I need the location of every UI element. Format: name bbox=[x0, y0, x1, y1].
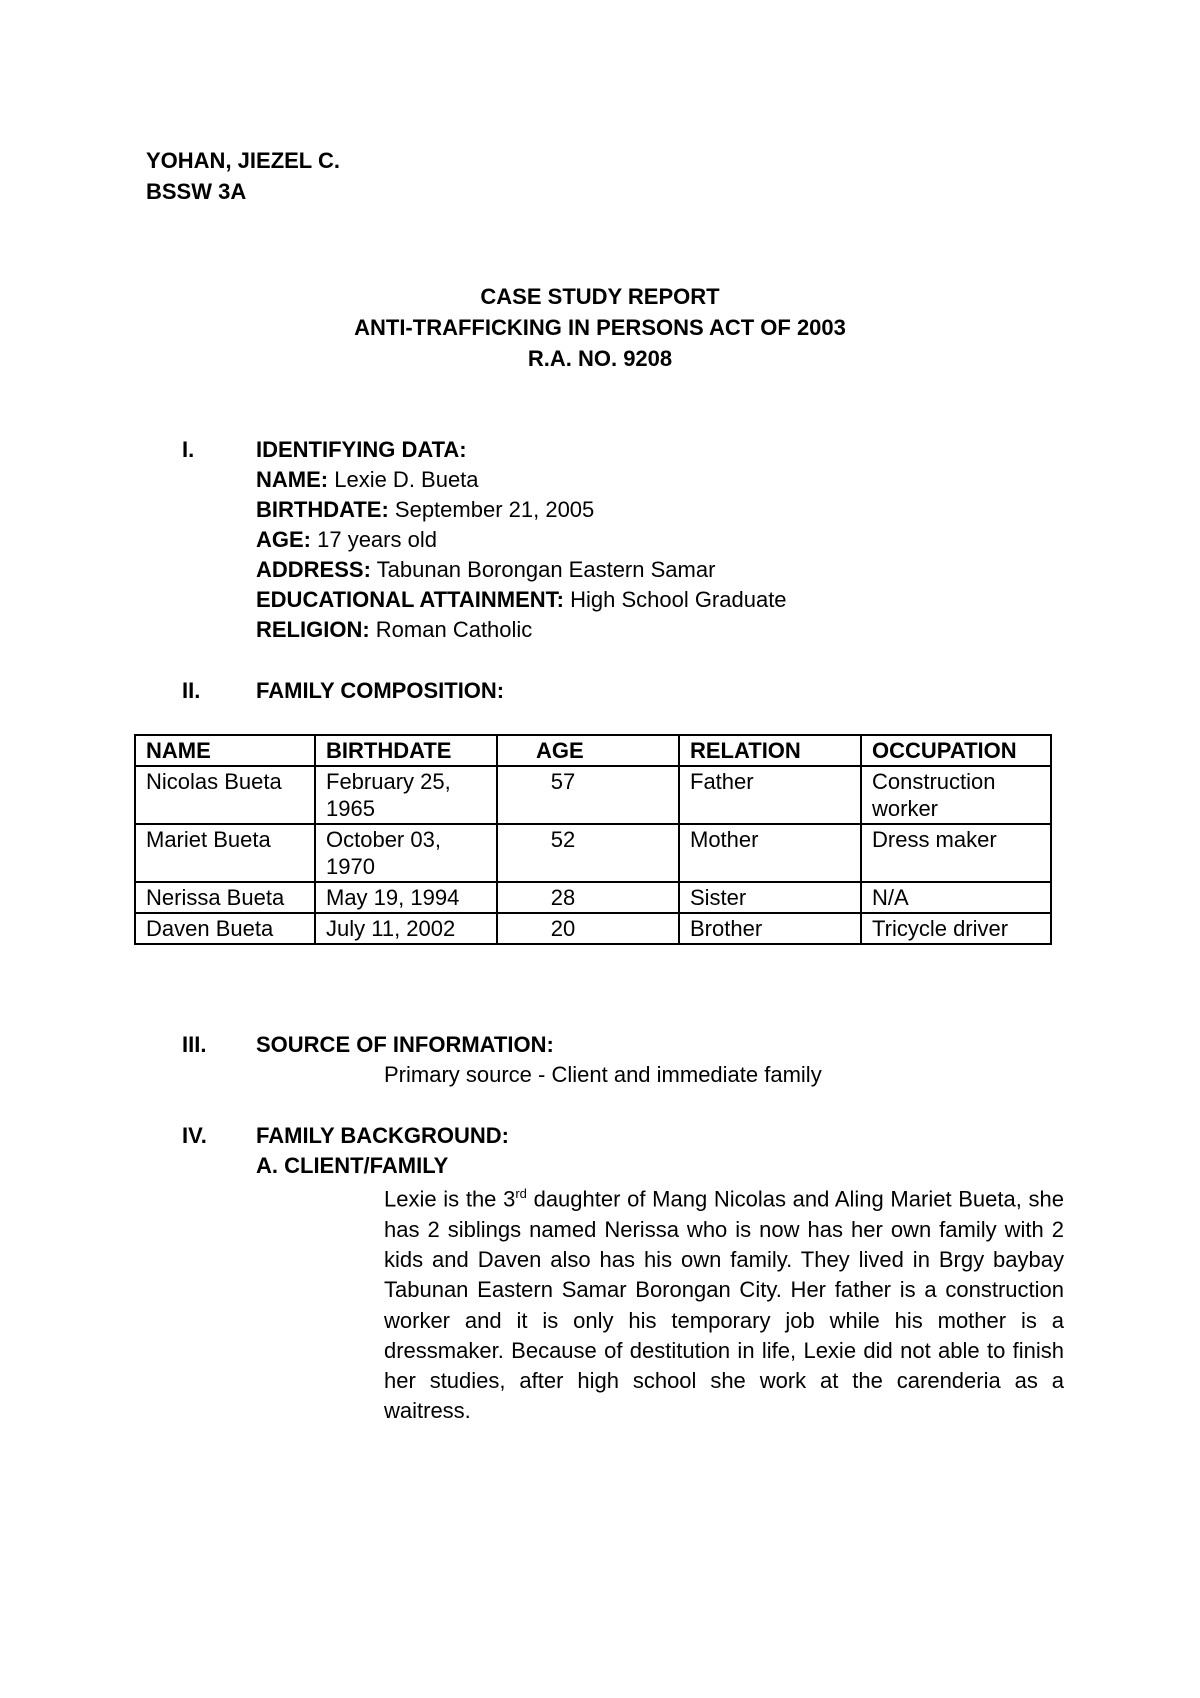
section-heading: FAMILY BACKGROUND: bbox=[256, 1123, 510, 1148]
table-row bbox=[135, 766, 1051, 824]
section-heading: IDENTIFYING DATA: bbox=[256, 437, 467, 462]
column-header: AGE bbox=[497, 735, 679, 766]
table-row bbox=[135, 882, 1051, 913]
table-cell: Father bbox=[679, 766, 861, 824]
identifying-field bbox=[256, 527, 437, 553]
family-background-paragraph bbox=[384, 1179, 1064, 1427]
field-value: High School Graduate bbox=[563, 587, 787, 612]
table-cell: May 19, 1994 bbox=[315, 882, 497, 913]
table-cell: Brother bbox=[679, 913, 861, 944]
table-cell: February 25, 1965 bbox=[315, 766, 497, 824]
column-header: OCCUPATION bbox=[861, 735, 1051, 766]
section-numeral: II. bbox=[182, 678, 201, 703]
field-label: NAME: bbox=[256, 467, 329, 492]
field-value: 17 years old bbox=[311, 527, 437, 552]
subsection-heading: A. CLIENT/FAMILY bbox=[256, 1153, 449, 1178]
section-numeral: III. bbox=[182, 1032, 207, 1057]
report-title: CASE STUDY REPORT bbox=[480, 284, 720, 309]
table-cell: 52 bbox=[497, 824, 679, 882]
ordinal-suffix: rd bbox=[515, 1186, 527, 1201]
report-subtitle: ANTI-TRAFFICKING IN PERSONS ACT OF 2003 bbox=[354, 315, 846, 340]
field-value: Tabunan Borongan Eastern Samar bbox=[370, 557, 716, 582]
table-cell: Mariet Bueta bbox=[135, 824, 315, 882]
table-cell: Construction worker bbox=[861, 766, 1051, 824]
column-header: BIRTHDATE bbox=[315, 735, 497, 766]
table-cell: N/A bbox=[861, 882, 1051, 913]
table-cell: 20 bbox=[497, 913, 679, 944]
column-header: RELATION bbox=[679, 735, 861, 766]
field-value: September 21, 2005 bbox=[388, 497, 595, 522]
field-label: AGE: bbox=[256, 527, 311, 552]
student-section: BSSW 3A bbox=[146, 179, 247, 204]
table-cell: Nicolas Bueta bbox=[135, 766, 315, 824]
paragraph-text: daughter of Mang Nicolas and Aling Mariet Bueta, she has 2 siblings named Nerissa who is now has her own family with 2 kids and Daven also has his own family. They lived in Brgy baybay Tabunan Eastern Samar Borongan City. Her father is a construction worker and it is only his temporary job while his mother is a dressmaker. Because of destitution in life, Lexie did not able to finish her studies, after high school she work at the carenderia as a waitress. bbox=[384, 1186, 1064, 1424]
field-label: EDUCATIONAL ATTAINMENT: bbox=[256, 587, 564, 612]
identifying-field bbox=[256, 557, 715, 583]
student-name: YOHAN, JIEZEL C. bbox=[146, 148, 340, 173]
report-law-number: R.A. NO. 9208 bbox=[527, 346, 673, 371]
identifying-field bbox=[256, 617, 532, 643]
table-cell: Daven Bueta bbox=[135, 913, 315, 944]
table-cell: 28 bbox=[497, 882, 679, 913]
field-value: Roman Catholic bbox=[369, 617, 533, 642]
table-cell: Nerissa Bueta bbox=[135, 882, 315, 913]
section-numeral: I. bbox=[182, 437, 195, 462]
column-header: NAME bbox=[135, 735, 315, 766]
identifying-field bbox=[256, 587, 787, 613]
table-header-row bbox=[135, 735, 1051, 766]
table-cell: Dress maker bbox=[861, 824, 1051, 882]
table-cell: 57 bbox=[497, 766, 679, 824]
field-label: BIRTHDATE: bbox=[256, 497, 389, 522]
identifying-field bbox=[256, 497, 594, 523]
source-text: Primary source - Client and immediate family bbox=[384, 1062, 822, 1087]
paragraph-text: Lexie is the 3 bbox=[384, 1186, 516, 1212]
field-label: ADDRESS: bbox=[256, 557, 371, 582]
section-heading: FAMILY COMPOSITION: bbox=[256, 678, 505, 703]
section-numeral: IV. bbox=[182, 1123, 207, 1148]
table-cell: Sister bbox=[679, 882, 861, 913]
identifying-field bbox=[256, 467, 479, 493]
family-composition-table bbox=[134, 734, 1052, 945]
table-row bbox=[135, 824, 1051, 882]
table-cell: July 11, 2002 bbox=[315, 913, 497, 944]
table-cell: October 03, 1970 bbox=[315, 824, 497, 882]
field-value: Lexie D. Bueta bbox=[328, 467, 479, 492]
table-cell: Tricycle driver bbox=[861, 913, 1051, 944]
table-row bbox=[135, 913, 1051, 944]
field-label: RELIGION: bbox=[256, 617, 370, 642]
table-cell: Mother bbox=[679, 824, 861, 882]
section-heading: SOURCE OF INFORMATION: bbox=[256, 1032, 554, 1057]
